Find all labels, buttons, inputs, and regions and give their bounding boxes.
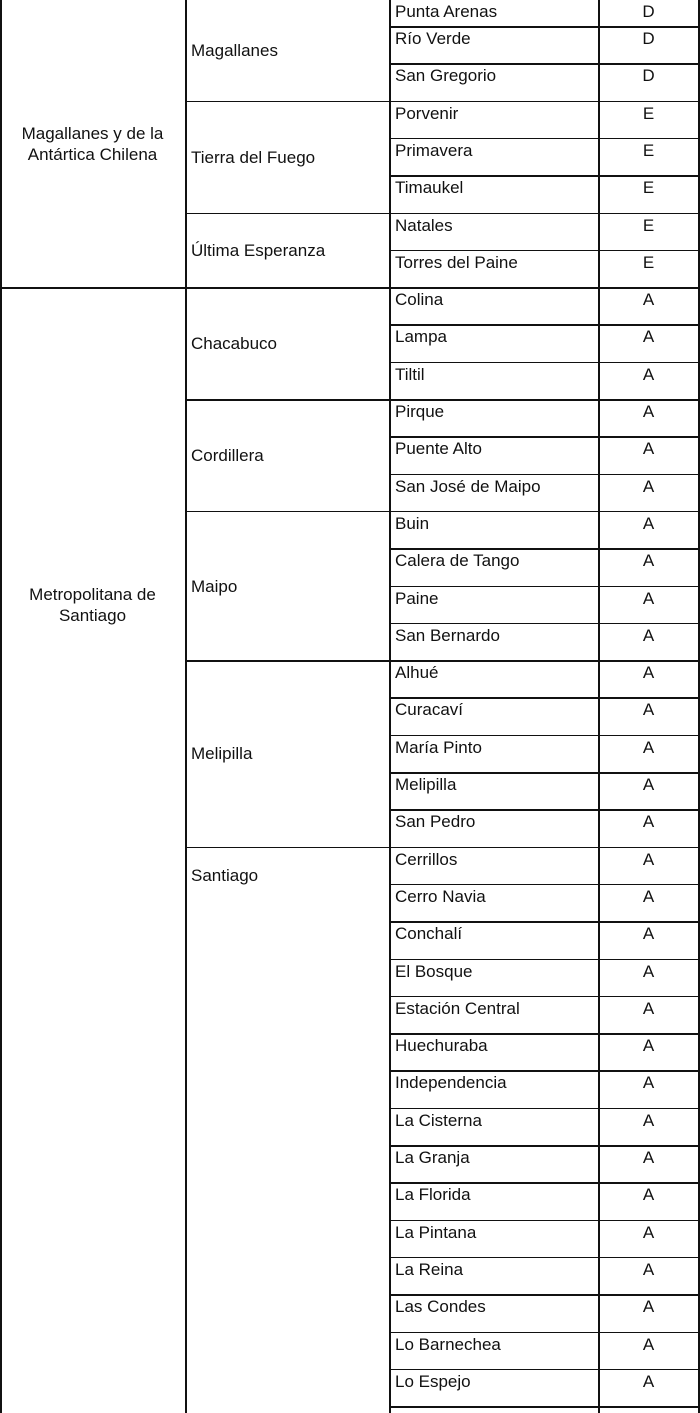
row-rule [389, 213, 699, 215]
commune-name: Conchalí [395, 924, 463, 944]
commune-name: San José de Maipo [395, 476, 541, 496]
category-value: E [642, 252, 655, 272]
commune-name: Río Verde [395, 29, 471, 48]
commune-name: Lo Espejo [395, 1371, 471, 1391]
category-value: E [642, 140, 655, 160]
row-rule [389, 660, 699, 662]
category-value: E [642, 178, 655, 198]
row-rule [389, 1294, 699, 1296]
category-value: A [642, 700, 655, 720]
commune-name: Colina [395, 290, 444, 310]
category-value: A [642, 1110, 655, 1130]
row-rule [389, 996, 699, 998]
province-rule [185, 511, 389, 513]
category-value: A [642, 1036, 655, 1056]
category-value: A [642, 663, 655, 683]
commune-name: Calera de Tango [395, 551, 520, 571]
category-value: A [642, 924, 655, 944]
category-value: A [642, 1148, 655, 1167]
category-value: D [642, 29, 655, 48]
row-rule [389, 63, 699, 65]
category-value: A [642, 588, 655, 608]
category-value: A [642, 1259, 655, 1279]
commune-name: Puente Alto [395, 439, 482, 459]
row-rule [389, 1369, 699, 1371]
category-value: A [642, 849, 655, 869]
row-rule [389, 884, 699, 886]
row-rule [389, 1182, 699, 1184]
category-value: A [642, 402, 655, 421]
category-value: E [642, 103, 655, 123]
category-value: A [642, 886, 655, 906]
commune-name: Melipilla [395, 775, 457, 794]
category-value: A [642, 1222, 655, 1242]
commune-name: La Reina [395, 1259, 464, 1279]
row-rule [389, 772, 699, 774]
row-rule [389, 697, 699, 699]
commune-name: Lo Barnechea [395, 1334, 501, 1354]
row-rule [389, 959, 699, 961]
commune-name: Cerrillos [395, 849, 458, 869]
province-rule [185, 101, 389, 103]
commune-name: San Gregorio [395, 66, 497, 86]
category-value: A [642, 775, 655, 794]
column-rule [0, 0, 2, 1413]
row-rule [389, 26, 699, 28]
commune-name: Lampa [395, 327, 447, 347]
row-rule [389, 1220, 699, 1222]
commune-name: La Granja [395, 1148, 470, 1167]
commune-name: La Cisterna [395, 1110, 482, 1130]
category-value: A [642, 327, 655, 347]
category-value: A [642, 551, 655, 571]
row-rule [389, 735, 699, 737]
province-name: Última Esperanza [191, 240, 326, 260]
row-rule [389, 1070, 699, 1072]
row-rule [389, 1033, 699, 1035]
category-value: A [642, 513, 655, 533]
commune-name: Porvenir [395, 103, 459, 123]
category-value: A [642, 1297, 655, 1317]
commune-name: Cerro Navia [395, 886, 486, 906]
row-rule [389, 809, 699, 811]
category-value: A [642, 439, 655, 459]
row-rule [389, 1108, 699, 1110]
row-rule [389, 1332, 699, 1334]
category-value: A [642, 998, 655, 1018]
row-rule [389, 175, 699, 177]
commune-name: El Bosque [395, 961, 473, 981]
region-rule [0, 287, 185, 289]
province-rule [185, 660, 389, 662]
row-rule [389, 548, 699, 550]
row-rule [389, 474, 699, 476]
commune-name: La Florida [395, 1185, 471, 1205]
row-rule [389, 921, 699, 923]
row-rule [389, 586, 699, 588]
commune-name: Independencia [395, 1073, 507, 1093]
commune-name: María Pinto [395, 737, 482, 757]
commune-name: Torres del Paine [395, 252, 518, 272]
row-rule [389, 847, 699, 849]
province-rule [185, 287, 389, 289]
commune-name: Tiltil [395, 364, 425, 384]
commune-name: San Pedro [395, 812, 476, 832]
province-name: Magallanes [191, 40, 278, 60]
row-rule [389, 399, 699, 401]
commune-name: Timaukel [395, 178, 464, 198]
category-value: A [642, 625, 655, 645]
region-name: Metropolitana de Santiago [29, 585, 156, 625]
row-rule [389, 362, 699, 364]
commune-name: Paine [395, 588, 439, 608]
category-value: A [642, 961, 655, 981]
commune-name: Punta Arenas [395, 2, 498, 21]
province-rule [185, 213, 389, 215]
row-rule [389, 1406, 699, 1408]
category-value: A [642, 1371, 655, 1391]
commune-name: Alhué [395, 663, 439, 683]
commune-name: Buin [395, 513, 430, 533]
commune-name: Curacaví [395, 700, 464, 720]
category-value: D [642, 66, 655, 86]
region-name: Magallanes y de la Antártica Chilena [21, 124, 164, 165]
category-value: A [642, 364, 655, 384]
commune-name: Huechuraba [395, 1036, 488, 1056]
category-value: A [642, 1073, 655, 1093]
row-rule [389, 138, 699, 140]
province-name: Cordillera [191, 445, 264, 465]
province-name: Chacabuco [191, 334, 278, 354]
commune-name: Estación Central [395, 998, 520, 1018]
row-rule [389, 1257, 699, 1259]
row-rule [389, 436, 699, 438]
category-value: D [642, 2, 655, 21]
commune-name: Las Condes [395, 1297, 486, 1317]
category-value: A [642, 812, 655, 832]
row-rule [389, 623, 699, 625]
province-name: Santiago [191, 865, 259, 885]
province-name: Melipilla [191, 744, 253, 764]
commune-name: La Pintana [395, 1222, 477, 1242]
category-value: E [642, 215, 655, 235]
row-rule [389, 101, 699, 103]
category-value: A [642, 737, 655, 757]
commune-name: San Bernardo [395, 625, 500, 645]
province-rule [185, 399, 389, 401]
province-name: Tierra del Fuego [191, 147, 316, 167]
row-rule [389, 324, 699, 326]
category-value: A [642, 290, 655, 310]
row-rule [389, 250, 699, 252]
province-name: Maipo [191, 576, 238, 596]
commune-name: Pirque [395, 402, 445, 421]
row-rule [389, 1145, 699, 1147]
province-rule [185, 847, 389, 849]
commune-name: Primavera [395, 140, 473, 160]
category-value: A [642, 1185, 655, 1205]
row-rule [389, 287, 699, 289]
category-value: A [642, 476, 655, 496]
row-rule [389, 511, 699, 513]
category-value: A [642, 1334, 655, 1354]
commune-name: Natales [395, 215, 453, 235]
